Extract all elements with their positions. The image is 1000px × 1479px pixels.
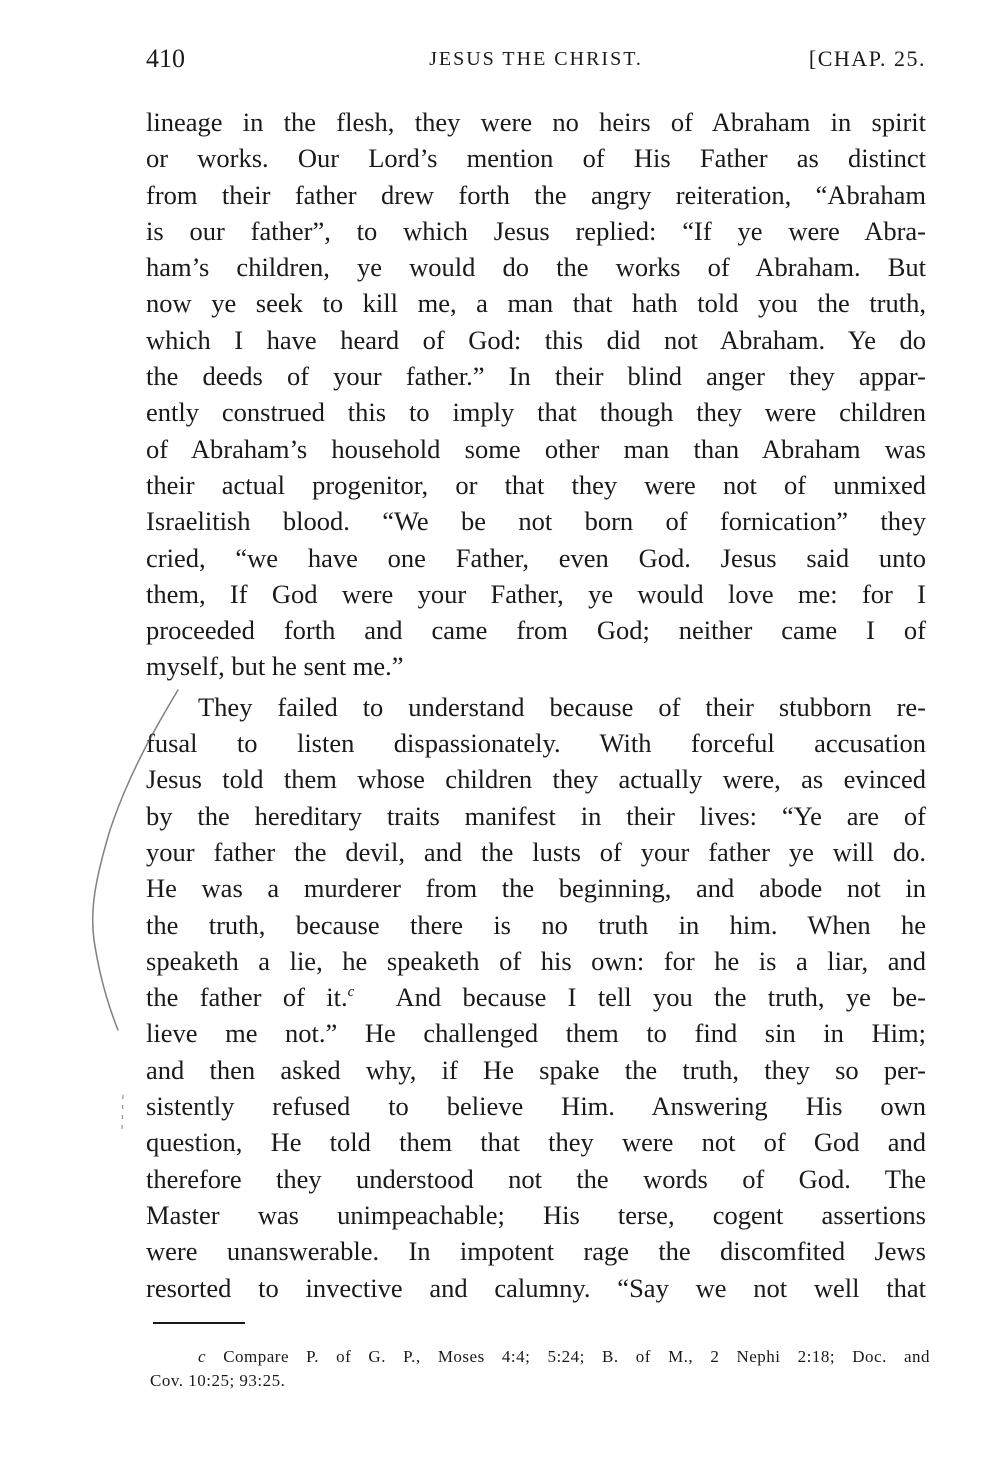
text-line: speaketh a lie, he speaketh of his own: for he is a liar, and [146, 945, 926, 976]
text-line-with-footnote-ref [146, 979, 926, 1015]
footnote-line [150, 1345, 930, 1369]
text-line: fusal to listen dispassionately. With forceful accusation [146, 728, 926, 759]
text-line: of Abraham’s household some other man than Abraham was [146, 433, 926, 464]
body-text [146, 104, 926, 1306]
text-line: and then asked why, if He spake the truth, they so per- [146, 1054, 926, 1085]
footnote-line: Cov. 10:25; 93:25. [150, 1371, 286, 1390]
text-line: which I have heard of God: this did not Abraham. Ye do [146, 324, 926, 355]
text-line: the truth, because there is no truth in him. When he [146, 909, 926, 940]
text-line: They failed to understand because of their stubborn re- [198, 691, 926, 722]
text-line: sistently refused to believe Him. Answering His own [146, 1091, 926, 1122]
footnote-separator [153, 1322, 245, 1324]
text-fragment: And because I tell you the truth, ye be- [354, 982, 926, 1013]
text-line: is our father”, to which Jesus replied: “If ye were Abra- [146, 215, 926, 246]
text-line: lieve me not.” He challenged them to find sin in Him; [146, 1018, 926, 1049]
text-line: Master was unimpeachable; His terse, cogent assertions [146, 1199, 926, 1230]
text-line: by the hereditary traits manifest in their lives: “Ye are of [146, 800, 926, 831]
footnote-reference[interactable]: c [347, 984, 355, 1001]
text-line: question, He told them that they were not of God and [146, 1127, 926, 1158]
running-title: JESUS THE CHRIST. [429, 48, 643, 70]
text-line: were unanswerable. In impotent rage the discomfited Jews [146, 1236, 926, 1267]
text-line: your father the devil, and the lusts of your father ye will do. [146, 836, 926, 867]
text-line: now ye seek to kill me, a man that hath told you the truth, [146, 288, 926, 319]
text-line: He was a murderer from the beginning, and abode not in [146, 873, 926, 904]
text-line: lineage in the flesh, they were no heirs of Abraham in spirit [146, 107, 926, 137]
text-line: from their father drew forth the angry reiteration, “Abraham [146, 179, 926, 210]
footnotes [150, 1345, 930, 1393]
chapter-reference: [CHAP. 25. [808, 46, 926, 71]
text-line: ham’s children, ye would do the works of Abraham. But [146, 252, 926, 283]
text-line: or works. Our Lord’s mention of His Father as distinct [146, 143, 926, 174]
footnote-text: Compare P. of G. P., Moses 4:4; 5:24; B. of M., 2 Nephi 2:18; Doc. and [223, 1347, 931, 1366]
page-header [146, 44, 926, 84]
text-line: Israelitish blood. “We be not born of fornication” they [146, 506, 926, 537]
paragraph-1 [146, 104, 926, 685]
footnote-marker: c [198, 1347, 207, 1366]
text-line: myself, but he sent me.” [146, 651, 404, 682]
text-line: cried, “we have one Father, even God. Jesus said unto [146, 542, 926, 573]
text-line: ently construed this to imply that though they were children [146, 397, 926, 428]
text-line: them, If God were your Father, ye would love me: for I [146, 578, 926, 609]
text-line: therefore they understood not the words of God. The [146, 1163, 926, 1194]
text-line: their actual progenitor, or that they were not of unmixed [146, 469, 926, 500]
text-fragment: the father of it. [146, 982, 348, 1013]
text-line: Jesus told them whose children they actually were, as evinced [146, 764, 926, 795]
text-line: the deeds of your father.” In their blind anger they appar- [146, 361, 926, 392]
text-line: proceeded forth and came from God; neither came I of [146, 615, 926, 646]
text-line: resorted to invective and calumny. “Say we not well that [146, 1272, 926, 1303]
paragraph-2 [146, 689, 926, 1306]
page-number: 410 [146, 44, 185, 73]
